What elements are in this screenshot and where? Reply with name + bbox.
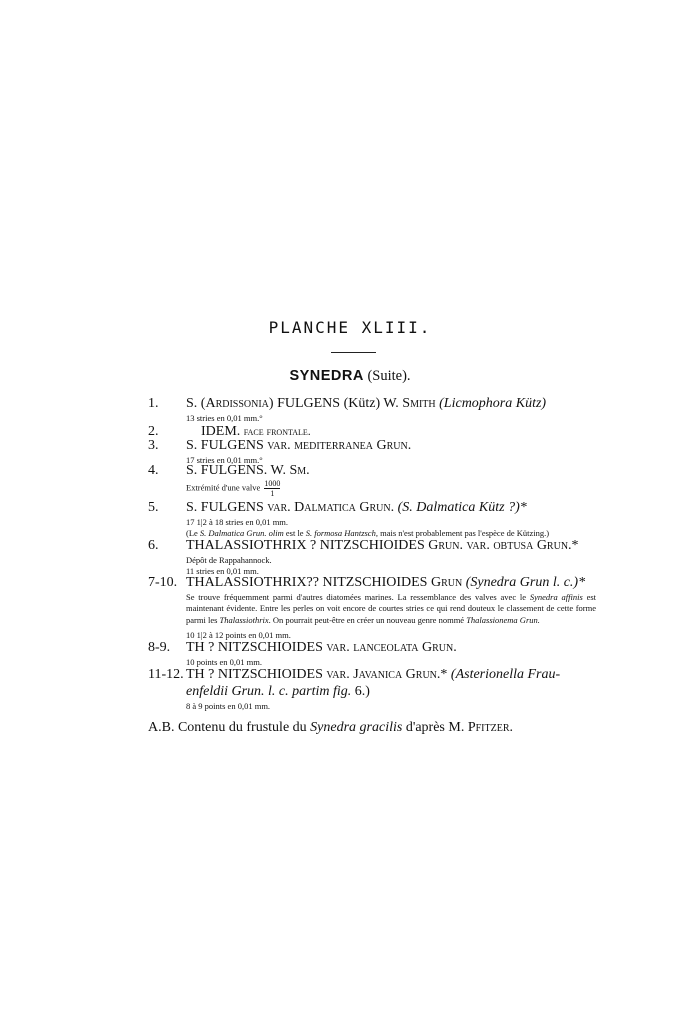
entry-title (186, 640, 596, 656)
entry-number: 6. (148, 538, 159, 553)
entry-title (186, 396, 596, 412)
entry-detail: 11 stries en 0,01 mm. (186, 566, 259, 576)
text: S. Dalmatica Grun. olim (199, 528, 284, 538)
text: Se trouve fréquemment parmi d'autres diatomées marines. La ressemblance des valves avec le (186, 592, 530, 602)
entry-detail: 17 1|2 à 18 stries en 0,01 mm. (186, 517, 289, 527)
entry-title (186, 500, 596, 516)
text: (S. Dalmatica Kütz ?)* (397, 500, 527, 515)
title-divider (331, 352, 376, 353)
genus-suffix: (Suite). (367, 368, 411, 384)
text: Thalassiothrix (219, 614, 269, 625)
text: Smith (402, 396, 436, 411)
entry-title (186, 538, 596, 554)
text: THALASSIOTHRIX ? NITZSCHIOIDES (186, 538, 425, 553)
entry-number: 5. (148, 500, 159, 515)
entry-detail: Dépôt de Rappahannock. (186, 555, 272, 565)
entry-detail (186, 479, 280, 498)
text: S. ( (186, 396, 206, 411)
entry-number: 8-9. (148, 640, 171, 655)
text: Synedra affinis (529, 592, 583, 602)
text: ) FULGENS (Kütz) W. (268, 396, 403, 411)
entry-number: 11-12. (148, 667, 184, 682)
text: Ardissonia (205, 396, 269, 411)
text: var. mediterranea Grun. (267, 438, 412, 453)
entry-title (186, 575, 596, 591)
text: S. FULGENS (186, 438, 264, 453)
entry-number: 4. (148, 463, 159, 478)
entry-number: 7-10. (148, 575, 178, 590)
text: est maintenant évidente. Entre les perles on voit encore de courtes stries ce qui rend douteux le classement de cette forme parmi les (186, 592, 597, 625)
entry-title (186, 463, 596, 479)
fraction-denominator: 1 (264, 488, 280, 498)
text: face frontale. (243, 424, 311, 438)
fraction-numerator: 1000 (264, 479, 281, 488)
entry-number: 3. (148, 438, 159, 453)
entry-detail: 10 1|2 à 12 points en 0,01 mm. (186, 630, 291, 640)
text: Grun. var. obtusa Grun.* (428, 538, 579, 553)
entry-number: 1. (148, 396, 159, 411)
text: est le (283, 528, 306, 538)
text: , mais n'est probablement pas l'espèce de Kützing.) (375, 528, 550, 538)
text: Synedra gracilis (310, 720, 403, 735)
text: S. FULGENS. W. (186, 463, 286, 478)
text: (Licmophora Kütz) (439, 396, 547, 411)
magnification-fraction (264, 479, 280, 498)
genus-name: SYNEDRA (289, 368, 364, 384)
text: TH ? NITZSCHIOIDES (186, 640, 323, 655)
text: . On pourrait peut-être en créer un nouveau genre nommé (268, 614, 467, 625)
text: Grun (430, 575, 463, 590)
text: d'après M. (405, 720, 465, 735)
entry-number: 2. (148, 424, 159, 439)
text: enfeldii Grun. l. c. partim fig. (186, 684, 352, 699)
entry-detail: 10 points en 0,01 mm. (186, 657, 263, 667)
text: THALASSIOTHRIX?? NITZSCHIOIDES (186, 575, 428, 590)
text: var. Dalmatica Grun. (267, 500, 395, 515)
text: S. formosa Hantzsch (305, 528, 376, 538)
text: var. lanceolata Grun. (326, 640, 457, 655)
text: Extrémité d'une valve (186, 482, 261, 493)
plate-title: PLANCHE XLIII. (268, 318, 432, 337)
text: TH ? NITZSCHIOIDES (186, 667, 323, 682)
entry-detail: 13 stries en 0,01 mm.° (186, 413, 263, 423)
genus-heading (0, 368, 700, 385)
text: (Synedra Grun l. c.)* (465, 575, 586, 590)
entry-title (186, 667, 596, 683)
entry-title-continued (186, 684, 596, 700)
text: (Asterionella Frau- (450, 667, 561, 682)
text: A.B. Contenu du frustule du (148, 720, 307, 735)
text: 6.) (354, 684, 370, 699)
text: Thalassionema Grun. (466, 614, 540, 625)
entry-detail: 8 à 9 points en 0,01 mm. (186, 701, 271, 711)
entry-note (186, 592, 596, 626)
footer-note (148, 720, 513, 736)
entry-title (186, 438, 596, 454)
text: IDEM. (201, 424, 241, 439)
entry-note (186, 528, 549, 538)
entry-detail: 17 stries en 0,01 mm.° (186, 455, 263, 465)
text: Pfitzer. (467, 720, 514, 735)
text: var. Javanica Grun.* (326, 667, 448, 682)
text: (Le (186, 528, 200, 538)
text: Sm. (289, 463, 310, 478)
text: S. FULGENS (186, 500, 264, 515)
